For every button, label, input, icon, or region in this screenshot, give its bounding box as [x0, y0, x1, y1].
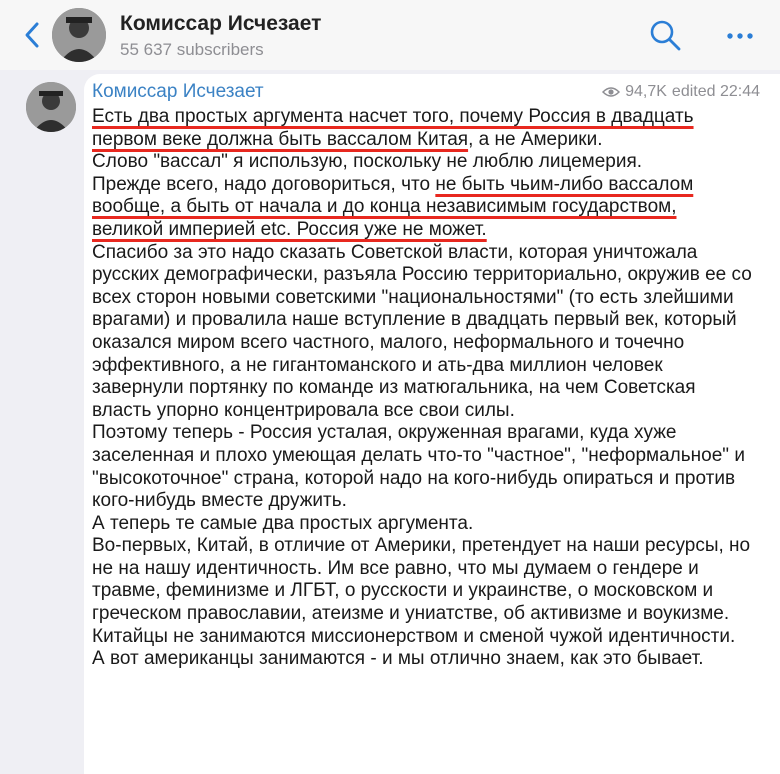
text-segment: Слово "вассал" я использую, поскольку не люблю лицемерия. — [92, 151, 643, 173]
search-button[interactable] — [648, 18, 684, 54]
text-segment: Прежде всего, надо договориться, что — [92, 173, 436, 195]
highlighted-text: Есть два простых аргумента насчет того, почему Россия в двадцать первом веке должна быть вассалом Китая — [92, 106, 694, 150]
paragraph — [92, 174, 752, 242]
chat-header — [0, 0, 780, 70]
view-count: 94,7K — [625, 83, 667, 100]
back-button[interactable] — [20, 18, 44, 52]
paragraph — [92, 151, 752, 174]
subscriber-count: 55 637 subscribers — [120, 40, 264, 59]
back-chevron-icon — [24, 21, 40, 49]
more-icon — [722, 24, 758, 48]
more-button[interactable] — [722, 24, 758, 48]
post-author-avatar[interactable] — [26, 82, 76, 132]
text-segment: Спасибо за это надо сказать Советской власти, которая уничтожала русских демографически, разъяла Россию территориально, окружив ее со всех сторон новыми советскими "национальностями" (то есть злейшими врагами) и провалила наше вступление в двадцать первый век, который оказался миром всего частного, малого, неформального и точечно эффективного, а не гигантоманского и ать-два миллион человек завернули портянку по команде из матюгальника, на чем Советская власть упорно концентрировала все свои силы. — [92, 241, 752, 421]
paragraph — [92, 242, 752, 423]
message-bubble[interactable] — [84, 74, 780, 774]
paragraph — [92, 535, 752, 671]
post-text — [92, 106, 752, 671]
text-segment: Поэтому теперь - Россия усталая, окруженная врагами, куда хуже заселенная и плохо умеющая делать что-то "частное", "неформальное" и "высокоточное" страна, которой надо на кого-нибудь опираться и против кого-нибудь вместе дружить. — [92, 422, 745, 512]
paragraph — [92, 106, 752, 151]
text-segment: , а не Америки. — [468, 128, 603, 150]
channel-title[interactable]: Комиссар Исчезает — [120, 12, 322, 35]
channel-avatar[interactable] — [52, 8, 106, 62]
post-author-name[interactable]: Комиссар Исчезает — [92, 81, 264, 102]
edited-time: edited 22:44 — [671, 83, 760, 100]
post-meta — [602, 83, 760, 101]
highlighted-text: не быть чьим-либо вассалом вообще, а быть от начала и до конца независимым государством, великой империей etc. Россия уже не может. — [92, 173, 694, 240]
search-icon — [648, 18, 684, 54]
paragraph — [92, 513, 752, 536]
text-segment: Во-первых, Китай, в отличие от Америки, претендует на наши ресурсы, но не на нашу идентичность. Им все равно, что мы думаем о гендере и травме, феминизме и ЛГБТ, о русскости и украинстве, о московском и греческом православии, атеизме и униатстве, об активизме и воукизме. Китайцы не занимаются миссионерством и сменой чужой идентичности. А вот американцы занимаются - и мы отлично знаем, как это бывает. — [92, 535, 751, 670]
text-segment: А теперь те самые два простых аргумента. — [92, 512, 474, 534]
views-eye-icon — [602, 86, 620, 98]
paragraph — [92, 422, 752, 512]
